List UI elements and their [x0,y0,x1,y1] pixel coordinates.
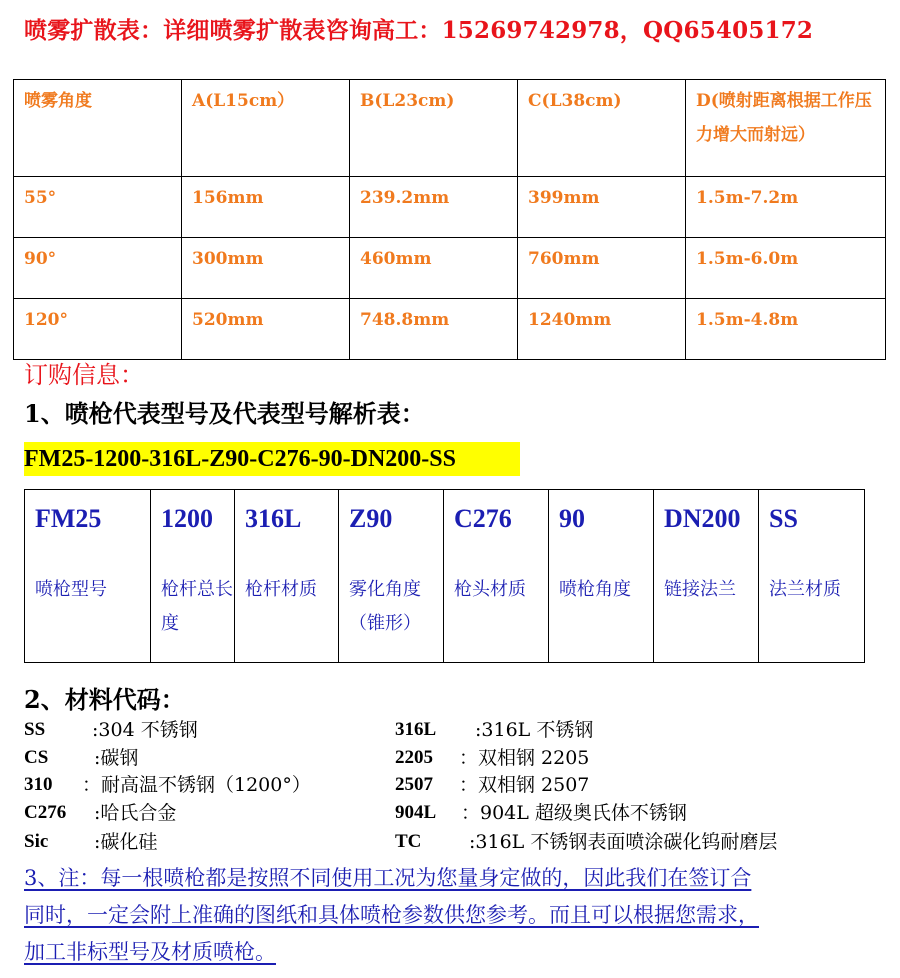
material-code: Sic [24,831,49,852]
section2-title: 2、材料代码： [24,685,185,714]
model-code-cell: 1200 [151,490,235,570]
model-code-cell: FM25 [25,490,151,570]
spray-table-header-row [14,80,886,177]
spray-header-cell: C(L38cm) [518,80,686,177]
model-desc-cell: 枪杆材质 [235,570,339,663]
material-desc: :碳化硅 [94,831,158,853]
spray-header-cell: D(喷射距离根据工作压力增大而射远） [686,80,886,177]
table-cell: 90° [14,238,182,299]
table-row [14,177,886,238]
table-cell: 120° [14,299,182,360]
table-cell: 300mm [182,238,350,299]
page-heading: 喷雾扩散表：详细喷雾扩散表咨询高工：15269742978，QQ65405172 [24,17,814,44]
material-code: CS [24,747,49,768]
model-descriptions-row [25,570,865,663]
material-desc: ：耐高温不锈钢（1200°） [82,774,311,796]
table-cell: 239.2mm [350,177,518,238]
material-code: SS [24,719,46,740]
material-desc: :304 不锈钢 [92,719,198,741]
section1-title: 1、喷枪代表型号及代表型号解析表： [24,399,425,428]
model-code-cell: 316L [235,490,339,570]
note-line: 3、注：每一根喷枪都是按照不同使用工况为您量身定做的，因此我们在签订合 [24,866,752,890]
table-row [14,238,886,299]
table-cell: 760mm [518,238,686,299]
model-desc-cell: 喷枪角度 [549,570,654,663]
order-info-title: 订购信息： [24,361,144,389]
table-cell: 1.5m-6.0m [686,238,886,299]
spray-header-cell: 喷雾角度 [14,80,182,177]
custom-note [24,860,884,971]
model-code-cell: Z90 [339,490,444,570]
material-desc: :316L 不锈钢表面喷涂碳化钨耐磨层 [469,831,778,853]
model-desc-cell: 链接法兰 [654,570,759,663]
table-cell: 1240mm [518,299,686,360]
table-cell: 399mm [518,177,686,238]
model-desc-cell: 枪头材质 [444,570,549,663]
table-cell: 156mm [182,177,350,238]
model-breakdown-table [24,489,865,663]
table-cell: 55° [14,177,182,238]
model-desc-cell: 枪杆总长度 [151,570,235,663]
material-code: 2507 [395,774,433,795]
note-line: 加工非标型号及材质喷枪。 [24,940,276,964]
material-code: 310 [24,774,53,795]
model-desc-cell: 雾化角度（锥形） [339,570,444,663]
model-code-cell: C276 [444,490,549,570]
material-desc: ：双相钢 2507 [459,774,590,796]
spray-header-cell: A(L15cm） [182,80,350,177]
spray-header-cell: B(L23cm) [350,80,518,177]
table-cell: 1.5m-7.2m [686,177,886,238]
model-desc-cell: 喷枪型号 [25,570,151,663]
highlighted-model-code: FM25-1200-316L-Z90-C276-90-DN200-SS [24,442,520,476]
material-desc: :316L 不锈钢 [475,719,594,741]
model-code-cell: SS [759,490,865,570]
material-code: 2205 [395,747,433,768]
material-code: 316L [395,719,437,740]
model-code-cell: 90 [549,490,654,570]
model-codes-row [25,490,865,570]
note-line: 同时，一定会附上准确的图纸和具体喷枪参数供您参考。而且可以根据您需求， [24,903,759,927]
table-cell: 1.5m-4.8m [686,299,886,360]
spray-diffusion-table [13,79,886,360]
material-desc: :碳钢 [94,747,139,769]
table-row [14,299,886,360]
material-code: 904L [395,802,437,823]
table-cell: 520mm [182,299,350,360]
material-desc: :哈氏合金 [94,802,177,824]
model-desc-cell: 法兰材质 [759,570,865,663]
table-cell: 460mm [350,238,518,299]
material-desc: ：双相钢 2205 [459,747,590,769]
table-cell: 748.8mm [350,299,518,360]
material-code: TC [395,831,422,852]
material-desc: ：904L 超级奥氏体不锈钢 [461,802,687,824]
material-code: C276 [24,802,67,823]
model-code-cell: DN200 [654,490,759,570]
